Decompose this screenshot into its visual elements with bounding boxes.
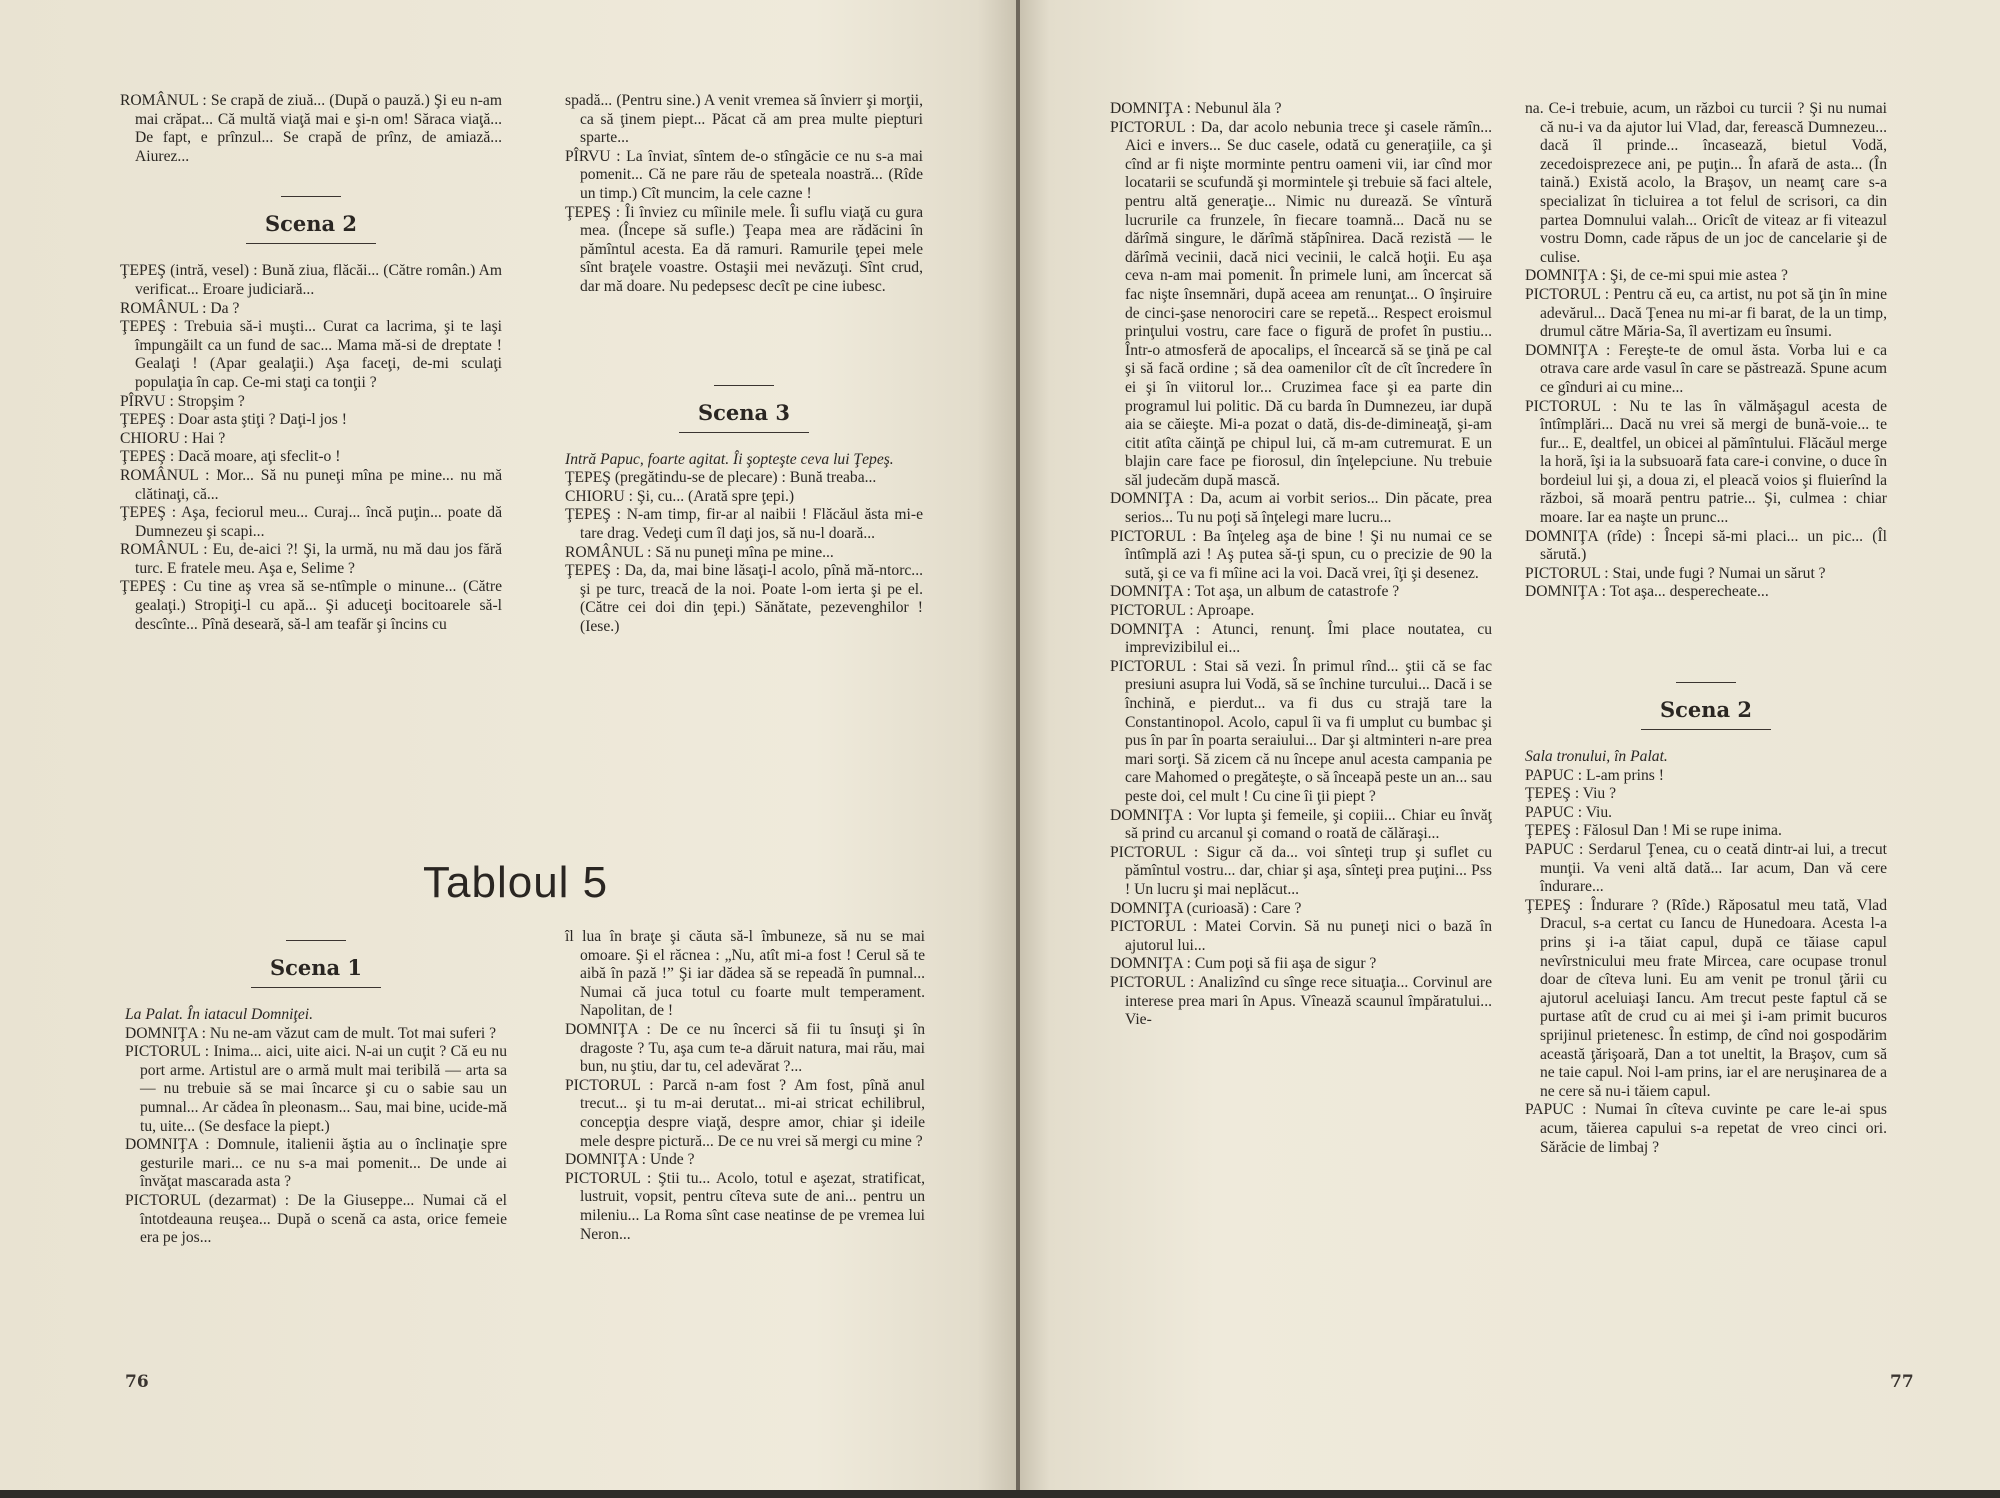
speaker-name: PICTORUL :	[1525, 564, 1609, 582]
dialogue-line	[1525, 897, 1887, 1102]
speaker-name: CHIORU :	[120, 429, 189, 447]
line-text: Cu tine aş vrea să se-ntîmple o minune... (Către gealaţi.) Stropiţi-l cu apă... Şi aduceţi bocitoarele să-l descînte... Pînă deseară, să-l am teafăr şi încins cu	[135, 578, 503, 633]
dialogue-block	[565, 928, 925, 1244]
left-col1-lower	[125, 940, 507, 1248]
line-text: Viu ?	[1579, 785, 1617, 803]
line-text: na. Ce-i trebuie, acum, un război cu turcii ? Şi nu numai că nu-i va da ajutor lui Vlad, dar, ferească Dumnezeu... dacă îl prinde... încasează, bietul Vodă, zecedoisprezece ani, pe puţin... În afară de asta... (În taină.) Există acolo, la Braşov, un neamţ care s-a specializat în ticluirea a tot felul de scrisori, ca din partea Domnului valah... Oricît de viteaz ar fi viteazul vostru Domn, cade răpus de un joc de cancelarie şi de culise.	[1525, 100, 1887, 266]
dialogue-line	[1110, 528, 1492, 584]
speaker-name: PICTORUL :	[1525, 397, 1618, 415]
speaker-name: ROMÂNUL :	[120, 299, 207, 317]
line-text: îl lua în braţe şi căuta să-l îmbuneze, să nu se mai omoare. Şi el răcnea : „Nu, atît mi-a fost ! Cerul să te aibă în pază !” Şi iar dădea să se repeadă în pumnal... Numai că juca totul cu foarte mult temperament. Napolitan, de !	[565, 928, 925, 1020]
stage-direction-text: Intră Papuc, foarte agitat. Îi şopteşte ceva lui Ţepeş.	[565, 450, 894, 468]
speaker-name: DOMNIŢA :	[1110, 583, 1191, 601]
line-text: Doar asta ştiţi ? Daţi-l jos !	[174, 411, 347, 429]
left-col2	[565, 92, 923, 636]
speaker-name: DOMNIŢA :	[1110, 806, 1193, 824]
dialogue-line	[125, 1043, 507, 1136]
dialogue-line	[1525, 583, 1887, 602]
speaker-name: DOMNIŢA :	[1110, 100, 1191, 117]
speaker-name: ŢEPEŞ :	[1525, 785, 1580, 803]
line-text: Fălosul Dan ! Mi se rupe inima.	[1579, 822, 1782, 840]
dialogue-line	[1110, 100, 1492, 119]
dialogue-line	[1110, 807, 1492, 844]
dialogue-line	[1525, 767, 1887, 786]
dialogue-line	[125, 1192, 507, 1248]
speaker-name: PAPUC :	[1525, 803, 1583, 821]
dialogue-block	[1525, 100, 1887, 602]
speaker-name: DOMNIŢA :	[1525, 267, 1606, 285]
scene-heading: Scena 2	[1525, 682, 1887, 730]
dialogue-line	[565, 148, 923, 204]
speaker-name: ŢEPEŞ :	[1525, 822, 1580, 840]
dialogue-line	[1110, 583, 1492, 602]
line-text: Şi, de ce-mi spui mie astea ?	[1606, 267, 1788, 285]
dialogue-line	[1110, 918, 1492, 955]
speaker-name: ŢEPEŞ :	[120, 448, 175, 466]
dialogue-line	[565, 1021, 925, 1077]
line-text: Stai, unde fugi ? Numai un sărut ?	[1608, 564, 1826, 582]
line-text: Îi înviez cu mîinile mele. Îi suflu viaţă cu gura mea. (Începe să sufle.) Ţeapa mea are rădăcini în pămîntul acesta. Ea dă ramuri. Ramurile ţepei mele sînt braţele voastre. Ostaşii mei nevăzuţi. Sînt crud, dar mă doare. Nu pedepsesc decît pe cine iubesc.	[580, 203, 923, 295]
speaker-name: DOMNIŢA :	[565, 1020, 651, 1038]
page-number: 77	[1890, 1372, 1914, 1392]
dialogue-line	[125, 1025, 507, 1044]
dialogue-line	[120, 541, 502, 578]
speaker-name: DOMNIŢA :	[125, 1136, 210, 1154]
line-text: Vor lupta şi femeile, şi copiii... Chiar eu învăţ să prind cu arcanul şi comand o roată de călăraşi...	[1125, 806, 1492, 843]
speaker-name: DOMNIŢA :	[1110, 955, 1191, 973]
speaker-name: ŢEPEŞ	[565, 469, 611, 487]
line-text: Da, da, mai bine lăsaţi-l acolo, pînă mă-ntorc... şi pe turc, treacă de la noi. Poate l-om ierta şi pe el. (Către cei doi din ţepi.) Sănătate, pezevenghilor ! (Iese.)	[580, 562, 924, 635]
dialogue-line	[565, 1170, 925, 1244]
speaker-name: DOMNIŢA :	[1110, 490, 1194, 508]
line-text: Unde ?	[646, 1151, 695, 1169]
speaker-name: PICTORUL :	[1110, 843, 1199, 861]
line-text: Să nu puneţi mîna pe mine...	[651, 543, 834, 561]
dialogue-block	[125, 1006, 507, 1248]
line-text: Hai ?	[188, 429, 226, 447]
dialogue-line	[120, 300, 502, 319]
speaker-name: PICTORUL :	[565, 1169, 652, 1187]
line-text: Viu.	[1582, 803, 1613, 821]
line-text: (pregătindu-se de plecare) : Bună treaba...	[610, 469, 877, 487]
dialogue-line	[120, 578, 502, 634]
line-text: Se crapă de ziuă... (După o pauză.) Şi eu n-am mai crăpat... Că multă viaţă mai e şi-n om! Săraca viaţă... De fapt, e prînzul... Se crapă de prînz, de amiază... Aiurez...	[135, 92, 502, 165]
speaker-name: DOMNIŢA	[1110, 899, 1183, 917]
speaker-name: ŢEPEŞ	[120, 262, 166, 280]
line-text: Aproape.	[1193, 602, 1255, 620]
dialogue-line	[120, 448, 502, 467]
line-text: Pentru că eu, ca artist, nu pot să ţin în mine adevărul... Dacă Ţenea nu mi-ar fi barat, de la un timp, drumul către Măria-Sa, îl avertizam eu însumi.	[1540, 285, 1887, 341]
dialogue-line	[1525, 342, 1887, 398]
line-text: (intră, vesel) : Bună ziua, flăcăi... (Către român.) Am verificat... Eroare judiciară...	[135, 262, 502, 298]
line-text: Domnule, italienii ăştia au o înclinaţie spre gesturile mari... ce nu s-a mai pomenit... De unde ai învăţat mascarada asta ?	[140, 1136, 508, 1191]
line-text: Serdarul Ţenea, cu o ceată dintr-ai lui, a trecut munţii. Va veni altă dată... Iar acum, Dan vă cere îndurare...	[1540, 841, 1887, 896]
speaker-name: DOMNIŢA :	[1525, 341, 1611, 359]
line-text: Ştii tu... Acolo, totul e aşezat, stratificat, lustruit, vopsit, pentru cîteva sute de ani... pentru un mileniu... La Roma sînt case neatinse de pe vremea lui Neron...	[580, 1169, 925, 1243]
dialogue-line	[120, 318, 502, 392]
dialogue-line	[1110, 955, 1492, 974]
dialogue-block	[565, 451, 923, 637]
stage-direction-text: Sala tronului, în Palat.	[1525, 748, 1668, 766]
speaker-name: ROMÂNUL :	[120, 466, 210, 484]
dialogue-line	[1110, 844, 1492, 900]
line-text: Sigur că da... voi sînteţi trup şi suflet cu pămîntul vostru... dar, chiar şi aşa, sînteţi prea puţini... Pss ! Un lucru şi mai neplăcut...	[1125, 843, 1492, 898]
speaker-name: PICTORUL :	[125, 1043, 210, 1061]
dialogue-line	[1525, 286, 1887, 342]
stage-direction-text: La Palat. În iatacul Domniţei.	[125, 1006, 313, 1023]
speaker-name: ROMÂNUL :	[120, 92, 207, 109]
speaker-name: PICTORUL :	[1110, 657, 1197, 675]
line-text: Matei Corvin. Să nu puneţi nici o bază în ajutorul lui...	[1125, 918, 1492, 954]
dialogue-block	[565, 92, 923, 297]
line-text: Da, acum ai vorbit serios... Din păcate, prea serios... Tu nu poţi să înţelegi mare lucru...	[1125, 490, 1492, 527]
dialogue-line	[565, 562, 923, 636]
dialogue-line	[565, 469, 923, 488]
speaker-name: DOMNIŢA :	[1525, 583, 1606, 601]
line-text: Nebunul ăla ?	[1191, 100, 1282, 117]
dialogue-line	[1525, 785, 1887, 804]
speaker-name: PICTORUL :	[1110, 118, 1196, 136]
dialogue-line	[120, 393, 502, 412]
speaker-name: PÎRVU :	[120, 392, 174, 410]
page-number: 76	[125, 1372, 149, 1392]
dialogue-line	[1525, 841, 1887, 897]
dialogue-line	[565, 1077, 925, 1151]
line-text: spadă... (Pentru sine.) A venit vremea să învierr şi morţii, ca să ţinem piept... Păcat că am prea multe piepturi sparte...	[565, 92, 923, 147]
dialogue-block	[120, 92, 502, 166]
line-text: Tot aşa... desperecheate...	[1606, 583, 1769, 601]
dialogue-line	[1525, 398, 1887, 528]
line-text: Parcă n-am fost ? Am fost, pînă anul trecut... şi tu m-ai derutat... mi-ai stricat echilibrul, concepţia despre viaţă, despre amor, chiar şi ideile mele despre pictură... De ce nu vrei să mergi cu mine ?	[580, 1076, 925, 1150]
dialogue-line	[1525, 822, 1887, 841]
dialogue-line	[1525, 1101, 1887, 1157]
speaker-name: ROMÂNUL :	[565, 543, 652, 561]
stage-direction	[565, 451, 923, 470]
stage-direction	[125, 1006, 507, 1025]
dialogue-line	[1110, 490, 1492, 527]
dialogue-line	[125, 1136, 507, 1192]
dialogue-line	[1110, 974, 1492, 1030]
line-text: Nu ne-am văzut cam de mult. Tot mai suferi ?	[206, 1024, 497, 1042]
line-text: Da, dar acolo nebunia trece şi casele rămîn... Aici e invers... Se duc casele, odată cu generaţiile, ca şi cînd ar fi nişte morminte pentru oameni vii, iar cînd mor locatarii se scufundă şi mormintele şi trebuie să faci altele, pentru altă generaţie... Nimic nu durează. Se vîntură lucrurile ca frunzele, în fiecare toamnă... Dacă nu se dărîmă singure, le dărîmă stăpînirea. Dacă rezistă — le dărîmă vecinii, dacă nici vecinii, le calcă hoţii. Eu aşa ceva n-am mai pomenit. În primele luni, am încercat să fac nişte însemnări, după aceea am renunţat... O înşiruire de cinci-şase nenorociri care se repetă... Respect eroismul prinţului vostru, care face o figură de profet în pustiu... Într-o atmosferă de apocalips, el încearcă să se ţină pe cal şi să facă ordine ; să dea oamenilor cît de cît încredere în ei şi în viitorul lor... Cruzimea face şi ea parte din programul lui politic. Dă cu barda în Dumnezeu, iar după aia se căieşte. Mi-a pozat o dată, dis-de-dimineaţă, şi-am citit atîta căinţă pe chipul lui, că m-am cutremurat. E un blajin care face pe fiorosul, din înţelepciune. Nu trebuie săl judecăm după mască.	[1125, 118, 1492, 489]
speaker-name: ROMÂNUL :	[120, 541, 208, 559]
speaker-name: PICTORUL :	[1110, 602, 1194, 620]
line-text: L-am prins !	[1582, 766, 1664, 784]
desk-edge	[0, 1490, 2000, 1498]
dialogue-block	[120, 262, 502, 634]
scene-heading: Scena 3	[565, 385, 923, 433]
speaker-name: CHIORU :	[565, 487, 634, 505]
speaker-name: PICTORUL :	[565, 1076, 654, 1094]
right-page	[1020, 0, 2000, 1490]
line-text: Numai în cîteva cuvinte pe care le-ai spus acum, tăierea capului s-a repetat de vreo cinci ori. Sărăcie de limbaj ?	[1540, 1101, 1887, 1156]
line-text: Eu, de-aici ?! Şi, la urmă, nu mă dau jos fără turc. E fratele meu. Aşa e, Selime ?	[135, 541, 502, 577]
line-text: Analizînd cu sînge rece situaţia... Corvinul are interese prea mari în Apus. Vînează scaunul împăratului... Vie-	[1125, 973, 1492, 1029]
speaker-name: PAPUC :	[1525, 1101, 1587, 1119]
speaker-name: ŢEPEŞ :	[565, 562, 620, 580]
dialogue-line	[120, 411, 502, 430]
speaker-name: ŢEPEŞ :	[120, 318, 178, 336]
left-col2-lower	[565, 928, 925, 1244]
speaker-name: PÎRVU :	[565, 147, 621, 165]
line-text: Cum poţi să fii aşa de sigur ?	[1191, 955, 1377, 973]
line-text: Tot aşa, un album de catastrofe ?	[1191, 583, 1400, 601]
line-text: Îndurare ? (Rîde.) Răposatul meu tată, Vlad Dracul, s-a certat cu Iancu de Hunedoara. Acesta l-a prins şi i-a tăiat capul, după ce tăiase capul nevîrstnicului meu frate Mircea, care ocupase tronul doar de cîteva luni. Eu am venit pe tronul ţării cu ajutorul aceluiaşi Iancu. Am trecut peste faptul că se purtase atît de crud cu ai mei şi i-am primit bucuros sprijinul prietenesc. În estimp, de cînd noi gospodărim această ţărişoară, Dan a tot uneltit, la Braşov, cum să ne taie capul. Noi l-am prins, iar el are neruşinarea de a ne cere să nu-i tăiem capul.	[1540, 896, 1887, 1100]
dialogue-line	[565, 204, 923, 297]
speaker-name: DOMNIŢA :	[1110, 620, 1200, 638]
line-text: Dacă moare, aţi sfeclit-o !	[174, 448, 341, 466]
dialogue-line	[1525, 100, 1887, 267]
line-text: De ce nu încerci să fii tu însuţi şi în dragoste ? Tu, aşa cum te-a dăruit natura, mai rău, mai bun, nu ştiu, dar tu, cel adevărat ?...	[580, 1020, 925, 1076]
stage-direction	[1525, 748, 1887, 767]
speaker-name: PICTORUL :	[1110, 973, 1195, 991]
dialogue-line	[1525, 565, 1887, 584]
line-text: (dezarmat) : De la Giuseppe... Numai că el întotdeauna reuşea... După o scenă ca asta, orice femeie era pe jos...	[140, 1191, 507, 1247]
tableau-title: Tabloul 5	[423, 858, 609, 907]
dialogue-line	[565, 92, 923, 148]
dialogue-line	[565, 544, 923, 563]
speaker-name: PICTORUL :	[1110, 918, 1198, 936]
speaker-name: PICTORUL :	[1110, 527, 1197, 545]
speaker-name: ŢEPEŞ :	[120, 504, 177, 522]
line-text: La înviat, sîntem de-o stîngăcie ce nu s-a mai pomenit... Că ne pare rău de speteala noastră... (Rîde un timp.) Cît muncim, la cele cazne !	[580, 147, 923, 202]
dialogue-line	[1110, 119, 1492, 491]
line-text: Şi, cu... (Arată spre ţepi.)	[633, 487, 795, 505]
speaker-name: ŢEPEŞ :	[120, 411, 175, 429]
speaker-name: PAPUC :	[1525, 766, 1583, 784]
line-text: Ba înţeleg aşa de bine ! Şi nu numai ce se întîmplă azi ! Aş putea să-ţi spun, cu o precizie de 90 la sută, şi ce va fi mîine aci la voi. Dacă vrei, îţi şi desenez.	[1125, 527, 1492, 582]
dialogue-block	[1525, 748, 1887, 1157]
speaker-name: PICTORUL	[125, 1191, 201, 1209]
line-text: Fereşte-te de omul ăsta. Vorba lui e ca otrava care arde vasul în care se păstrează. Spune acum ce gînduri ai cu mine...	[1540, 341, 1887, 396]
speaker-name: ŢEPEŞ :	[565, 506, 621, 524]
dialogue-line	[1525, 528, 1887, 565]
speaker-name: PAPUC :	[1525, 841, 1584, 858]
line-text: Aşa, feciorul meu... Curaj... încă puţin... poate dă Dumnezeu şi scapi...	[135, 504, 503, 540]
dialogue-line	[565, 488, 923, 507]
line-text: Stropşim ?	[173, 392, 245, 410]
dialogue-line	[565, 928, 925, 1021]
dialogue-block	[1110, 100, 1492, 1030]
dialogue-line	[120, 92, 502, 166]
speaker-name: ŢEPEŞ :	[565, 203, 621, 221]
right-col1	[1110, 100, 1492, 1030]
speaker-name: ŢEPEŞ :	[1525, 896, 1584, 914]
line-text: Atunci, renunţ. Îmi place noutatea, cu imprevizibilul ei...	[1125, 620, 1493, 657]
speaker-name: DOMNIŢA	[1525, 527, 1598, 545]
scene-heading: Scena 2	[120, 196, 502, 244]
line-text: N-am timp, fir-ar al naibii ! Flăcăul ăsta mi-e tare drag. Vedeţi cum îl daţi jos, să nu-l doară...	[580, 506, 923, 542]
speaker-name: DOMNIŢA :	[125, 1024, 206, 1042]
line-text: Inima... aici, uite aici. N-ai un cuţit ? Că eu nu port arme. Artistul are o armă mult mai teribilă — arta sa — nu trebuie să se mai încarce şi cu o sabie sau un pumnal... Ar cădea în pleonasm... Sau, mai bine, ucide-mă tu, uite... (Se desface la piept.)	[140, 1043, 507, 1135]
dialogue-line	[120, 430, 502, 449]
dialogue-line	[565, 506, 923, 543]
dialogue-line	[1525, 804, 1887, 823]
line-text: (rîde) : Începi să-mi placi... un pic... (Îl sărută.)	[1540, 527, 1887, 564]
dialogue-line	[1110, 900, 1492, 919]
line-text: Stai să vezi. În primul rînd... ştii că se fac presiuni asupra lui Vodă, să se închine turcului... Dacă i se închină, e pierdut... va fi dus cu strajă tare la Constantinopol. Acolo, capul îi va fi umplut cu bumbac şi pus în par în poarta seraiului... Dar şi altminteri n-are prea mari sorţi. Să zicem că nu începe anul acesta campania pe care Mahomed o pregăteşte, o să înceapă peste un an... sau peste doi, cel mult ! Cu cine îi ţii piept ?	[1125, 657, 1492, 805]
scene-heading: Scena 1	[125, 940, 507, 988]
speaker-name: DOMNIŢA :	[565, 1151, 646, 1169]
dialogue-line	[120, 467, 502, 504]
dialogue-line	[1110, 602, 1492, 621]
dialogue-line	[1110, 621, 1492, 658]
dialogue-line	[1110, 658, 1492, 807]
dialogue-line	[1525, 267, 1887, 286]
dialogue-line	[120, 262, 502, 299]
speaker-name: ŢEPEŞ :	[120, 578, 177, 596]
dialogue-line	[565, 1151, 925, 1170]
line-text: Trebuia să-i muşti... Curat ca lacrima, şi te laşi împungăilt ca un fund de sac... Mama mă-si de dreptate ! Gealaţi ! (Apar gealaţii.) Aşa faceţi, de-mi sculaţi populaţia în cap. Ce-mi staţi ca tonţii ?	[135, 318, 502, 391]
speaker-name: PICTORUL :	[1525, 285, 1610, 303]
dialogue-line	[120, 504, 502, 541]
line-text: Da ?	[206, 299, 240, 317]
line-text: Nu te las în vălmăşagul acesta de întîmplări... Dacă nu vrei să mergi de bună-voie... te fur... E, dealtfel, un obicei al pămîntului. Flăcăul merge la horă, îşi ia la subsuoară fata care-i convine, o duce în bordeiul lui şi, a doua zi, el pleacă voios şi fluierînd la război, să moară pentru patrie... Şi, culmea : chiar moare. Iar ea naşte un prunc...	[1540, 397, 1887, 527]
left-col1	[120, 92, 502, 634]
right-col2	[1525, 100, 1887, 1157]
line-text: (curioasă) : Care ?	[1182, 899, 1302, 917]
line-text: Mor... Să nu puneţi mîna pe mine... nu mă clătinaţi, că...	[135, 466, 502, 503]
